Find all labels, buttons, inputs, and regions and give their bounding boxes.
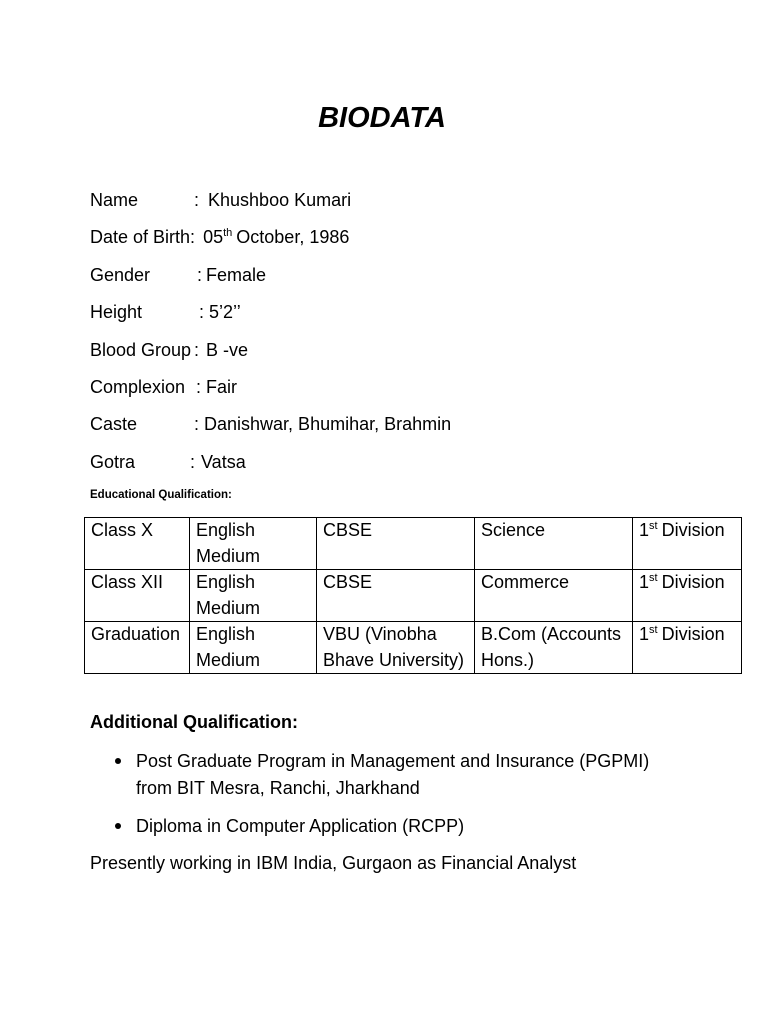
educational-qualification-heading: Educational Qualification: <box>90 489 232 501</box>
page-title: BIODATA <box>318 102 446 134</box>
detail-separator: : <box>197 264 203 285</box>
medium-cell <box>190 518 317 570</box>
detail-value: Female <box>206 264 267 285</box>
detail-value-rest: October, 1986 <box>236 227 350 248</box>
medium-cell <box>190 622 317 674</box>
personal-details-list <box>90 182 451 481</box>
detail-label: Date of Birth <box>90 227 191 248</box>
detail-row-name <box>90 182 451 219</box>
detail-row-complexion <box>90 369 451 406</box>
class-cell <box>85 622 190 674</box>
detail-value-superscript: th <box>223 227 233 240</box>
stream-text: B.Com (Accounts Hons.) <box>481 624 622 670</box>
stream-text: Science <box>481 520 546 540</box>
detail-label: Name <box>90 190 139 210</box>
stream-cell <box>475 622 633 674</box>
detail-label: Complexion <box>90 376 186 397</box>
board-text: CBSE <box>323 520 373 540</box>
division-label: Division <box>661 572 725 592</box>
detail-label: Blood Group <box>90 339 192 360</box>
stream-cell <box>475 518 633 570</box>
medium-text: English Medium <box>196 520 261 566</box>
division-number: 1 <box>639 572 650 592</box>
list-item <box>90 813 676 840</box>
detail-row-caste <box>90 406 451 443</box>
division-suffix: st <box>649 624 658 636</box>
additional-qualification-list <box>90 748 676 851</box>
education-table <box>84 517 742 674</box>
detail-separator: : <box>194 190 200 210</box>
medium-text: English Medium <box>196 572 261 618</box>
detail-row-gotra <box>90 444 451 481</box>
stream-cell <box>475 570 633 622</box>
list-item <box>90 748 676 802</box>
board-text: CBSE <box>323 572 373 592</box>
class-text: Class X <box>91 520 154 540</box>
stream-text: Commerce <box>481 572 570 592</box>
detail-separator: : <box>194 414 200 435</box>
division-cell <box>633 622 742 674</box>
medium-text: English Medium <box>196 624 261 670</box>
medium-cell <box>190 570 317 622</box>
detail-separator: : <box>194 339 200 360</box>
division-label: Division <box>661 520 725 540</box>
detail-separator: : <box>190 227 196 248</box>
table-row <box>85 518 742 570</box>
detail-value: Fair <box>206 376 238 397</box>
detail-label: Gender <box>90 264 151 285</box>
board-cell <box>317 622 475 674</box>
division-number: 1 <box>639 520 650 540</box>
division-cell <box>633 570 742 622</box>
division-label: Division <box>661 624 725 644</box>
division-cell <box>633 518 742 570</box>
detail-row-gender <box>90 257 451 294</box>
detail-label: Gotra <box>90 451 136 472</box>
board-cell <box>317 570 475 622</box>
board-text: VBU (Vinobha Bhave University) <box>323 624 465 670</box>
detail-value: Danishwar, Bhumihar, Brahmin <box>204 414 452 435</box>
board-cell <box>317 518 475 570</box>
detail-label: Height <box>90 302 143 323</box>
detail-row-date-of-birth <box>90 219 451 256</box>
detail-separator: : <box>196 376 202 397</box>
detail-label: Caste <box>90 414 138 435</box>
detail-value: B -ve <box>206 339 249 360</box>
detail-value: Khushboo Kumari <box>208 190 352 210</box>
current-employment: Presently working in IBM India, Gurgaon as Financial Analyst <box>90 852 577 873</box>
list-item-text: Post Graduate Program in Management and Insurance (PGPMI) from BIT Mesra, Ranchi, Jharkhand <box>136 750 650 798</box>
bullet-icon <box>115 758 121 764</box>
additional-qualification-heading: Additional Qualification: <box>90 712 298 732</box>
bullet-icon <box>115 823 121 829</box>
detail-row-height <box>90 294 451 331</box>
class-cell <box>85 518 190 570</box>
division-number: 1 <box>639 624 650 644</box>
detail-row-blood-group <box>90 332 451 369</box>
detail-separator: : <box>199 302 205 323</box>
detail-value: Vatsa <box>201 451 246 472</box>
class-text: Graduation <box>91 624 181 644</box>
table-row <box>85 570 742 622</box>
class-text: Class XII <box>91 572 164 592</box>
list-item-text: Diploma in Computer Application (RCPP) <box>136 815 465 836</box>
detail-separator: : <box>190 451 196 472</box>
detail-value: 05 <box>203 227 224 248</box>
division-suffix: st <box>649 572 658 584</box>
division-suffix: st <box>649 520 658 532</box>
class-cell <box>85 570 190 622</box>
table-row <box>85 622 742 674</box>
detail-value: 5’2’’ <box>209 302 241 323</box>
